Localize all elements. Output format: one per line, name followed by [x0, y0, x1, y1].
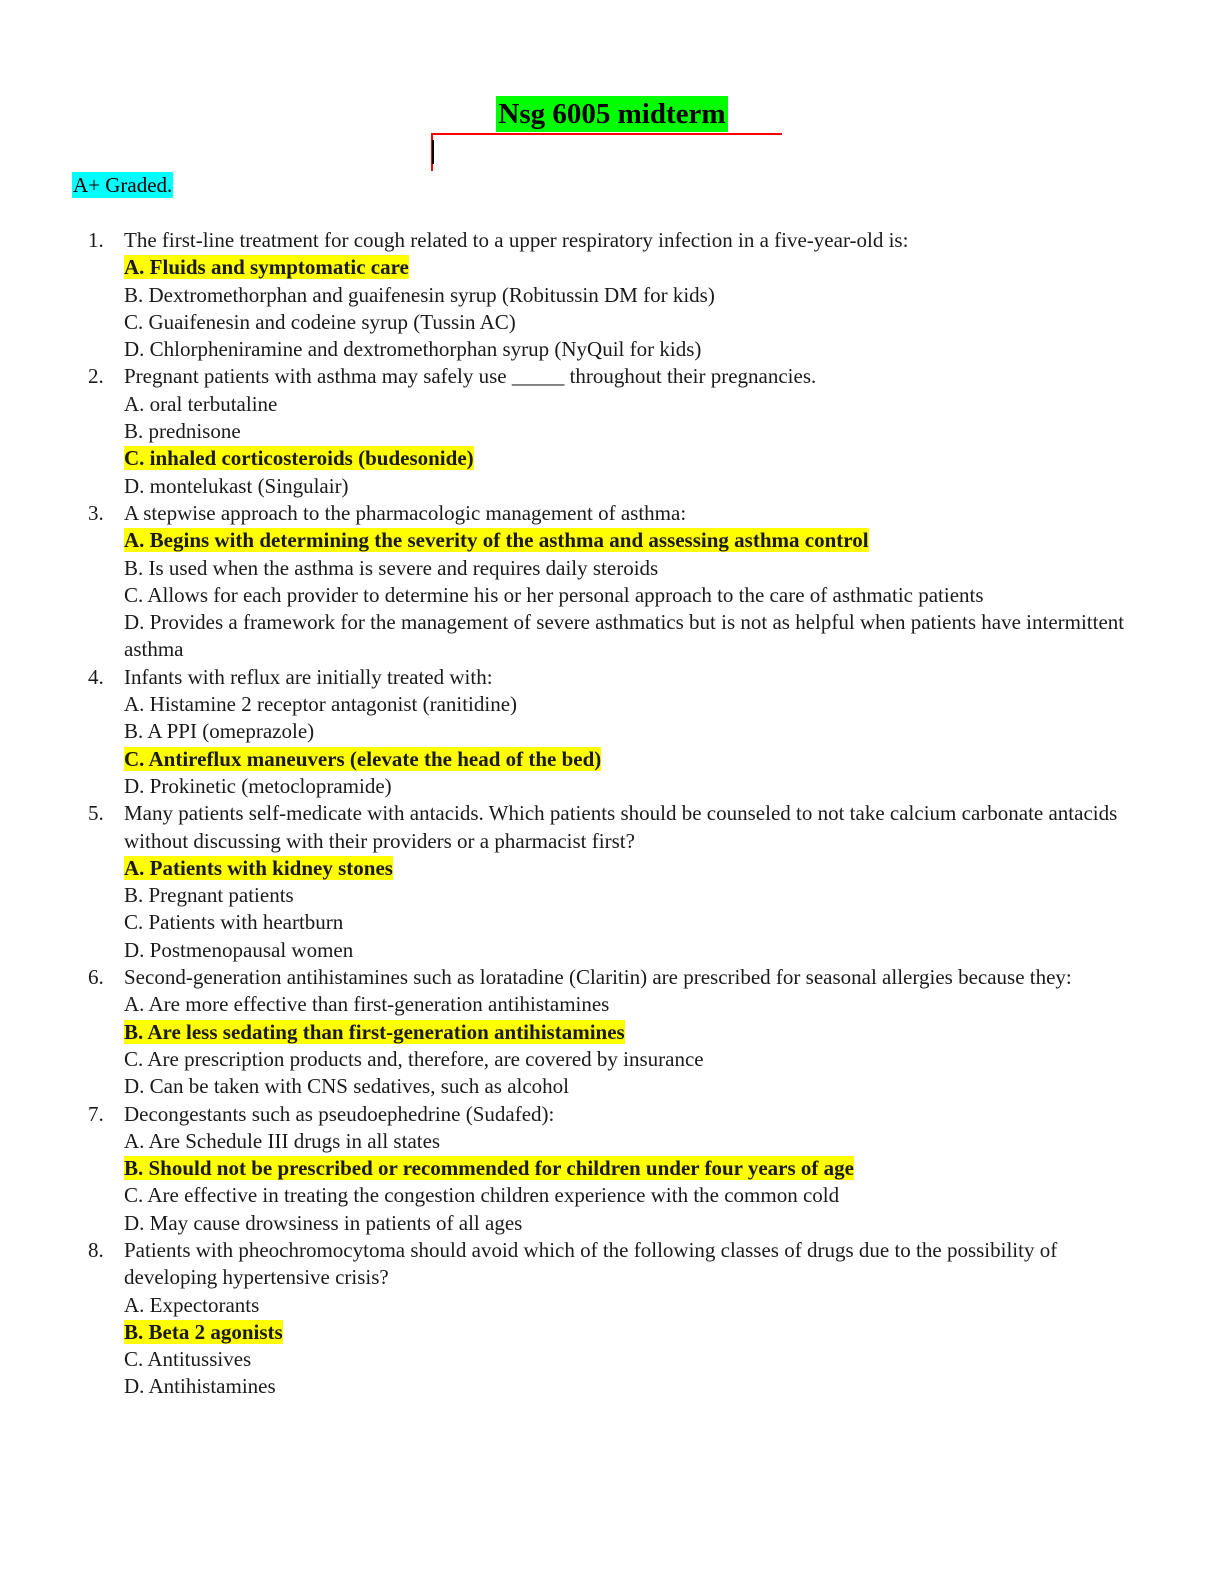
answer-option-text: D. montelukast (Singulair) [124, 473, 349, 498]
answer-option [124, 609, 1152, 664]
question-text: Many patients self-medicate with antacids. Which patients should be counseled to not take calcium carbonate antacids without discussing with their providers or a pharmacist first? [124, 801, 1118, 853]
graded-label: A+ Graded. [73, 173, 173, 197]
answer-option-text: A. Fluids and symptomatic care [124, 255, 409, 280]
question-text: Patients with pheochromocytoma should avoid which of the following classes of drugs due to the possibility of developing hypertensive crisis? [124, 1237, 1058, 1290]
answer-option-text: C. Allows for each provider to determine his or her personal approach to the care of asthmatic patients [124, 582, 984, 607]
answer-option [124, 555, 1152, 582]
question-item [72, 1237, 1152, 1401]
answer-option [124, 1373, 1152, 1400]
answer-option-text: A. Are more effective than first-generation antihistamines [124, 992, 610, 1017]
question-number: 8. [88, 1237, 104, 1262]
document-title: Nsg 6005 midterm [498, 98, 726, 130]
text-cursor [432, 140, 434, 164]
answer-option [124, 418, 1152, 445]
question-number: 3. [88, 500, 104, 525]
answer-option-text: D. Chlorpheniramine and dextromethorphan syrup (NyQuil for kids) [124, 337, 702, 362]
answer-option-text: C. Guaifenesin and codeine syrup (Tussin AC) [124, 309, 516, 334]
question-item [72, 800, 1152, 964]
answer-option [124, 336, 1152, 363]
answer-option-correct [124, 1155, 1152, 1182]
answer-option [124, 473, 1152, 500]
answer-option-text: C. Antitussives [124, 1347, 252, 1372]
answer-option-text: D. Postmenopausal women [124, 937, 354, 962]
answer-option [124, 1210, 1152, 1237]
answer-option-text: B. Are less sedating than first-generation antihistamines [124, 1019, 625, 1044]
answer-option-text: D. Antihistamines [124, 1374, 276, 1399]
question-item [72, 363, 1152, 499]
question-text: A stepwise approach to the pharmacologic management of asthma: [124, 500, 687, 525]
answer-option-correct [124, 1019, 1152, 1046]
answer-option-correct [124, 1319, 1152, 1346]
question-number: 4. [88, 664, 104, 689]
question-number: 5. [88, 801, 104, 826]
question-item [72, 664, 1152, 800]
question-text: The first-line treatment for cough related to a upper respiratory infection in a five-year-old is: [124, 228, 909, 252]
answer-option [124, 882, 1152, 909]
answer-option [124, 718, 1152, 745]
answer-option [124, 582, 1152, 609]
question-text: Second-generation antihistamines such as loratadine (Claritin) are prescribed for seasonal allergies because they: [124, 965, 1072, 990]
question-item [72, 227, 1152, 363]
question-item [72, 964, 1152, 1100]
answer-option [124, 391, 1152, 418]
answer-option [124, 1182, 1152, 1209]
answer-option-text: C. Antireflux maneuvers (elevate the head of the bed) [124, 746, 602, 771]
answer-option-text: B. Is used when the asthma is severe and requires daily steroids [124, 555, 659, 580]
answer-option [124, 773, 1152, 800]
answer-option [124, 282, 1152, 309]
answer-option-correct [124, 254, 1152, 281]
answer-option-text: A. Patients with kidney stones [124, 855, 393, 880]
answer-option [124, 909, 1152, 936]
question-number: 6. [88, 965, 104, 990]
question-text: Pregnant patients with asthma may safely use _____ throughout their pregnancies. [124, 364, 817, 389]
answer-option-correct [124, 445, 1152, 472]
answer-option-text: B. Pregnant patients [124, 883, 294, 908]
answer-option [124, 309, 1152, 336]
answer-option-correct [124, 746, 1152, 773]
question-text: Infants with reflux are initially treated with: [124, 664, 493, 689]
answer-option [124, 1046, 1152, 1073]
question-list [72, 227, 1152, 1401]
answer-option-text: C. Are effective in treating the congestion children experience with the common cold [124, 1183, 840, 1208]
answer-option [124, 1073, 1152, 1100]
answer-option [124, 691, 1152, 718]
revision-mark-line [431, 133, 782, 135]
question-number: 1. [88, 228, 104, 252]
answer-option-text: C. Are prescription products and, therefore, are covered by insurance [124, 1046, 704, 1071]
answer-option-text: D. Provides a framework for the management of severe asthmatics but is not as helpful when patients have intermittent asthma [124, 610, 1125, 662]
answer-option [124, 1346, 1152, 1373]
answer-option-text: B. Dextromethorphan and guaifenesin syrup (Robitussin DM for kids) [124, 282, 715, 307]
answer-option-text: D. Prokinetic (metoclopramide) [124, 773, 392, 798]
question-number: 7. [88, 1101, 104, 1126]
answer-option-correct [124, 855, 1152, 882]
title-block [0, 96, 1224, 132]
answer-option-text: B. Should not be prescribed or recommended for children under four years of age [124, 1156, 854, 1181]
answer-option-correct [124, 527, 1152, 554]
answer-option [124, 937, 1152, 964]
answer-option-text: A. Expectorants [124, 1292, 260, 1317]
answer-option-text: A. Are Schedule III drugs in all states [124, 1128, 441, 1153]
question-item [72, 1101, 1152, 1237]
answer-option-text: C. Patients with heartburn [124, 910, 344, 935]
answer-option [124, 1292, 1152, 1319]
answer-option-text: D. May cause drowsiness in patients of all ages [124, 1210, 523, 1235]
question-item [72, 500, 1152, 664]
answer-option-text: B. prednisone [124, 419, 241, 444]
answer-option [124, 991, 1152, 1018]
question-number: 2. [88, 364, 104, 389]
question-text: Decongestants such as pseudoephedrine (Sudafed): [124, 1101, 555, 1126]
answer-option-text: D. Can be taken with CNS sedatives, such as alcohol [124, 1074, 569, 1099]
answer-option-text: C. inhaled corticosteroids (budesonide) [124, 446, 474, 471]
answer-option-text: A. Begins with determining the severity of the asthma and assessing asthma control [124, 528, 869, 553]
answer-option-text: A. oral terbutaline [124, 391, 278, 416]
answer-option-text: B. A PPI (omeprazole) [124, 719, 315, 744]
answer-option [124, 1128, 1152, 1155]
answer-option-text: B. Beta 2 agonists [124, 1319, 283, 1344]
answer-option-text: A. Histamine 2 receptor antagonist (ranitidine) [124, 692, 518, 717]
